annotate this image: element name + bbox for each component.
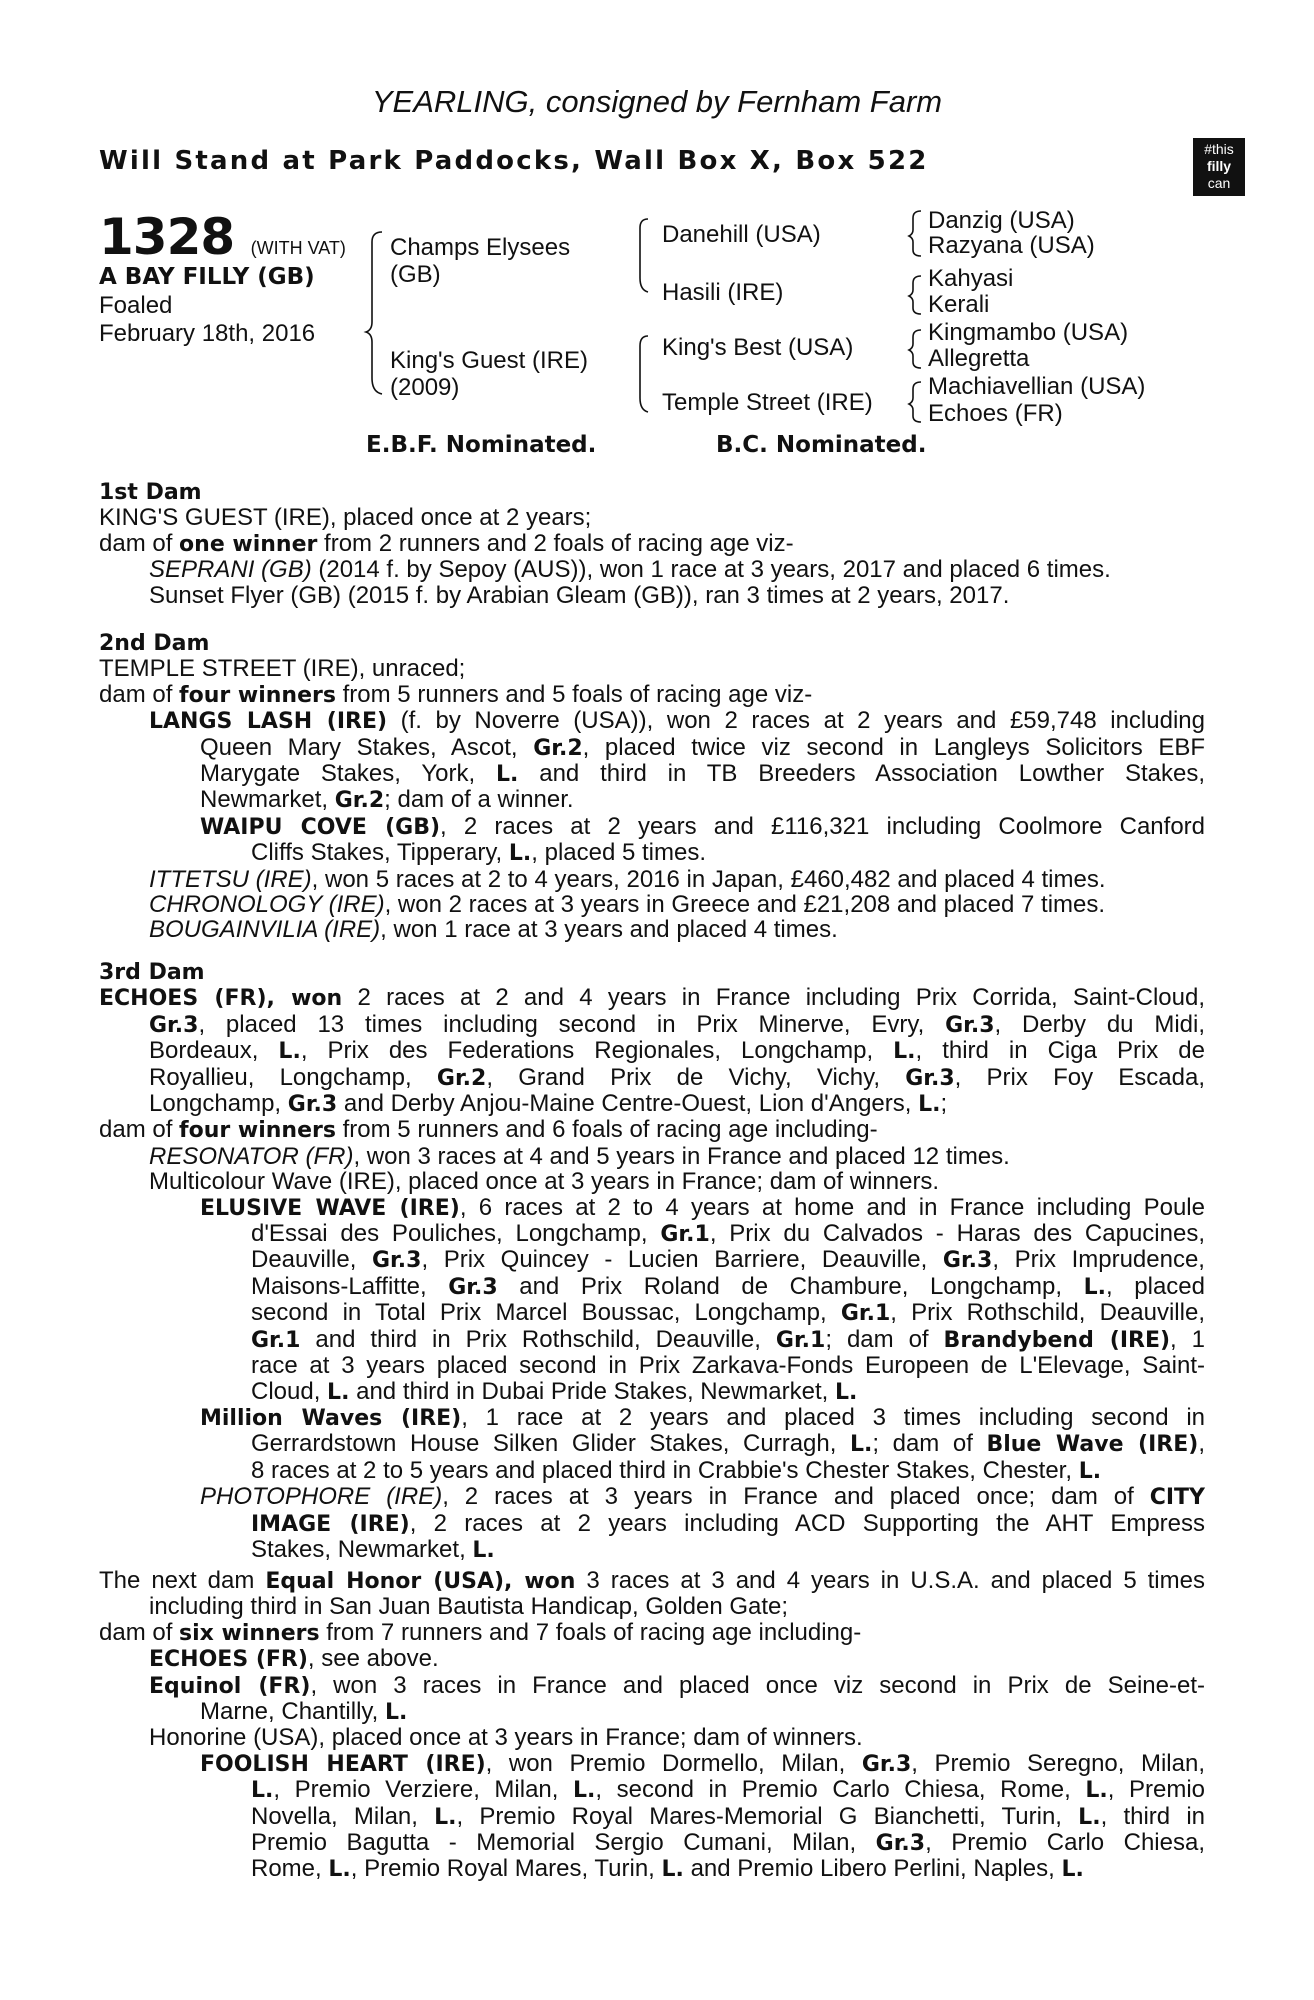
text-run: , won 2 races at 3 years in Greece and £21,208 and placed 7 times. — [384, 891, 1106, 919]
sire-bracket — [640, 219, 648, 292]
text-run: , Prix Imprudence, — [992, 1246, 1205, 1274]
progeny-line — [99, 1777, 1205, 1803]
dam-line — [99, 1620, 1205, 1646]
text-run: and Prix Roland de Chambure, Longchamp, — [497, 1272, 1084, 1300]
progeny-line: Sunset Flyer (GB) (2015 f. by Arabian Gleam (GB)), ran 3 times at 2 years, 2017. — [149, 581, 1010, 609]
text-run: Cloud, — [251, 1377, 328, 1405]
bold-text: ELUSIVE WAVE (IRE) — [200, 1195, 460, 1221]
dam-line: TEMPLE STREET (IRE), unraced; — [99, 655, 466, 683]
next-dam-section — [99, 1568, 1205, 1883]
bold-text: FOOLISH HEART (IRE) — [200, 1751, 486, 1777]
text-run: , placed twice viz second in Langleys Solicitors EBF — [582, 733, 1206, 761]
progeny-line — [99, 867, 1205, 892]
text-run: (2014 f. by Sepoy (AUS)), won 1 race at 3 years, 2017 and placed 6 times. — [311, 556, 1111, 584]
bold-text: L. — [434, 1804, 457, 1830]
bold-text: Gr.2 — [334, 788, 385, 814]
text-run: from 5 runners and 5 foals of racing age viz- — [335, 680, 813, 708]
gp-bracket-3 — [909, 330, 921, 368]
progeny-line — [99, 787, 1205, 813]
bold-text: L. — [835, 1379, 858, 1405]
progeny-line — [99, 1646, 1205, 1672]
dam-line — [99, 985, 1205, 1011]
bold-text: six winners — [179, 1620, 320, 1646]
text-run: , placed — [1106, 1272, 1205, 1300]
bold-text: L. — [327, 1379, 350, 1405]
bold-text: Gr.1 — [660, 1222, 710, 1248]
text-run: , won 3 races in France and placed once viz second in Prix de Seine-et- — [310, 1671, 1205, 1699]
progeny-line — [99, 917, 1205, 942]
bold-text: Blue Wave (IRE) — [986, 1432, 1199, 1458]
progeny-line — [99, 557, 1205, 582]
bold-text: L. — [1078, 1458, 1102, 1484]
text-run: , 2 races at 3 years in France and placed once; dam of — [442, 1483, 1150, 1511]
foaled-date: February 18th, 2016 — [99, 320, 316, 347]
gp-bracket-1 — [909, 211, 921, 256]
progeny-line — [99, 892, 1205, 917]
text-run: , Prix Foy Escada, — [954, 1063, 1206, 1091]
text-run: d'Essai des Pouliches, Longchamp, — [251, 1220, 661, 1248]
text-run: Marne, Chantilly, — [200, 1698, 385, 1726]
lot-number-value: 1328 — [99, 208, 235, 266]
progeny-line: Multicolour Wave (IRE), placed once at 3 years in France; dam of winners. — [149, 1168, 940, 1196]
text-run: , third in Ciga Prix de — [915, 1037, 1205, 1065]
bold-text: IMAGE (IRE) — [251, 1511, 410, 1537]
page-title: YEARLING, consigned by Fernham Farm — [371, 84, 943, 119]
text-run: , Prix Quincey - Lucien Barriere, Deauville, — [421, 1246, 943, 1274]
dam-bracket — [640, 336, 648, 412]
bold-text: L. — [508, 841, 532, 867]
second-dam-section — [99, 631, 1205, 943]
bold-text: L. — [661, 1857, 684, 1883]
text-run: 8 races at 2 to 5 years and placed third in Crabbie's Chester Stakes, Chester, — [251, 1456, 1079, 1484]
text-run: , Prix des Federations Regionales, Longchamp, — [300, 1037, 894, 1065]
bold-text: L. — [251, 1778, 274, 1804]
badge-line: #this — [1204, 141, 1234, 157]
dam-year: (2009) — [390, 374, 460, 401]
text-run: , Premio Carlo Chiesa, — [925, 1829, 1205, 1857]
bold-text: Gr.3 — [942, 1248, 993, 1274]
progeny-line — [99, 761, 1205, 787]
progeny-line — [99, 1511, 1205, 1537]
text-run: , 1 race at 2 years and placed 3 times including second in — [461, 1403, 1205, 1431]
progeny-line — [99, 1830, 1205, 1856]
bold-text: Gr.2 — [436, 1065, 487, 1091]
bold-text: L. — [278, 1039, 301, 1065]
progeny-line — [99, 1221, 1205, 1247]
bold-text: Brandybend (IRE) — [943, 1327, 1171, 1353]
bold-text: ECHOES (FR) — [99, 986, 267, 1012]
text-run: 2 races at 2 and 4 years in France including Prix Corrida, Saint-Cloud, — [342, 984, 1205, 1012]
bold-text: , won — [266, 986, 343, 1012]
text-run: Bordeaux, — [149, 1037, 279, 1065]
progeny-line — [99, 1144, 1205, 1169]
bold-text: Gr.3 — [287, 1092, 338, 1118]
italic-text: BOUGAINVILIA (IRE) — [149, 916, 381, 944]
dam-line — [99, 1091, 1205, 1117]
bold-text: ECHOES (FR) — [149, 1647, 308, 1673]
bold-text: L. — [1078, 1804, 1101, 1830]
ggp-5: Kingmambo (USA) — [928, 319, 1129, 346]
progeny-line — [99, 1327, 1205, 1353]
sire-origin: (GB) — [390, 261, 441, 288]
text-run: , Grand Prix de Vichy, Vichy, — [486, 1063, 906, 1091]
ggp-8: Echoes (FR) — [928, 400, 1063, 427]
gp-bracket-4 — [909, 382, 921, 422]
ggp-3: Kahyasi — [928, 265, 1014, 292]
text-run: , Premio Verziere, Milan, — [273, 1776, 573, 1804]
sire-name: Champs Elysees — [390, 234, 571, 261]
text-run: Marygate Stakes, York, — [200, 760, 496, 788]
text-run: , won 1 race at 3 years and placed 4 times. — [380, 916, 838, 944]
badge-line: can — [1207, 175, 1231, 191]
text-run: , Premio Royal Mares, Turin, — [350, 1855, 662, 1883]
text-run: from 2 runners and 2 foals of racing age viz- — [317, 529, 794, 557]
dam-line — [99, 1012, 1205, 1038]
bold-text: L. — [1085, 1778, 1108, 1804]
text-run: , third in — [1100, 1802, 1206, 1830]
bold-text: WAIPU COVE (GB) — [200, 814, 441, 840]
progeny-line — [99, 1247, 1205, 1273]
text-run: dam of — [99, 1116, 180, 1144]
dam-line — [99, 1065, 1205, 1091]
pedigree-sire — [390, 234, 570, 288]
progeny-line — [99, 1300, 1205, 1326]
dam-dam: Temple Street (IRE) — [662, 389, 873, 416]
bold-text: Gr.3 — [448, 1274, 498, 1300]
bold-text: CITY — [1149, 1485, 1205, 1511]
dam-line — [99, 682, 1205, 708]
bold-text: Gr.3 — [875, 1831, 926, 1857]
ggp-7: Machiavellian (USA) — [928, 373, 1146, 400]
text-run: Rome, — [251, 1855, 329, 1883]
bold-text: L. — [328, 1857, 351, 1883]
bold-text: Gr.3 — [149, 1012, 199, 1038]
bold-text: L. — [384, 1700, 408, 1726]
dam-line — [99, 1117, 1205, 1143]
bold-text: L. — [1061, 1857, 1084, 1883]
bold-text: LANGS LASH (IRE) — [149, 709, 388, 735]
text-run: Royallieu, Longchamp, — [149, 1063, 437, 1091]
stand-location: Will Stand at Park Paddocks, Wall Box X, Box 522 — [99, 146, 929, 176]
bold-text: one winner — [179, 531, 318, 557]
bold-text: Gr.3 — [905, 1065, 955, 1091]
text-run: from 5 runners and 6 foals of racing age including- — [335, 1116, 878, 1144]
text-run: , Premio — [1107, 1776, 1205, 1804]
badge-line: filly — [1206, 158, 1232, 174]
text-run: , won Premio Dormello, Milan, — [485, 1749, 862, 1777]
bold-text: Equinol (FR) — [149, 1673, 311, 1699]
bold-text: L. — [849, 1432, 873, 1458]
text-run: and third in Dubai Pride Stakes, Newmarket, — [349, 1377, 835, 1405]
bold-text: four winners — [179, 682, 336, 708]
text-run: from 7 runners and 7 foals of racing age including- — [319, 1618, 862, 1646]
bold-text: Gr.2 — [533, 735, 583, 761]
progeny-line — [99, 735, 1205, 761]
bold-text: Gr.3 — [945, 1012, 995, 1038]
italic-text: SEPRANI (GB) — [149, 556, 312, 584]
progeny-line — [99, 1699, 1205, 1725]
progeny-line — [99, 840, 1205, 866]
text-run: , 2 races at 2 years including ACD Supporting the AHT Empress — [409, 1509, 1205, 1537]
bold-text: Gr.1 — [840, 1301, 891, 1327]
bold-text: Gr.1 — [251, 1327, 301, 1353]
italic-text: RESONATOR (FR) — [149, 1142, 354, 1170]
text-run: second in Total Prix Marcel Boussac, Longchamp, — [251, 1299, 841, 1327]
progeny-line — [99, 1379, 1205, 1405]
bold-text: Gr.3 — [372, 1248, 422, 1274]
text-run: dam of — [99, 529, 180, 557]
text-run: and third in TB Breeders Association Lowther Stakes, — [518, 760, 1205, 788]
third-dam-section — [99, 960, 1205, 1563]
section-heading: 3rd Dam — [99, 960, 205, 985]
text-run: dam of — [99, 1618, 180, 1646]
text-run: , 6 races at 2 to 4 years at home and in France including Poule — [459, 1193, 1205, 1221]
dam-line — [99, 1038, 1205, 1064]
gp-bracket-2 — [909, 276, 921, 314]
bc-nominated: B.C. Nominated. — [716, 432, 927, 458]
progeny-line — [99, 1274, 1205, 1300]
bold-text: L. — [472, 1537, 495, 1563]
text-run: , won 5 races at 2 to 4 years, 2016 in Japan, £460,482 and placed 4 times. — [311, 865, 1106, 893]
section-heading: 2nd Dam — [99, 631, 210, 656]
text-run: ; dam of a winner. — [384, 786, 574, 814]
sire-sire: Danehill (USA) — [662, 221, 821, 248]
italic-text: CHRONOLOGY (IRE) — [149, 891, 385, 919]
bold-text: L. — [573, 1778, 596, 1804]
vat-note: (WITH VAT) — [250, 238, 346, 258]
text-run: The next dam — [99, 1567, 266, 1594]
text-run: and Derby Anjou-Maine Centre-Ouest, Lion d'Angers, — [337, 1090, 919, 1118]
text-run: Premio Bagutta - Memorial Sergio Cumani, Milan, — [251, 1829, 876, 1857]
italic-text: PHOTOPHORE (IRE) — [200, 1483, 443, 1511]
dam-line: KING'S GUEST (IRE), placed once at 2 years; — [99, 504, 592, 532]
bold-text: four winners — [179, 1118, 336, 1144]
text-run: , placed 13 times including second in Prix Minerve, Evry, — [198, 1010, 946, 1038]
ggp-1: Danzig (USA) — [928, 207, 1075, 234]
text-run: ; — [940, 1090, 948, 1118]
progeny-line — [99, 1195, 1205, 1221]
text-run: Queen Mary Stakes, Ascot, — [200, 733, 534, 761]
progeny-line — [99, 1484, 1205, 1510]
text-run: , Premio Seregno, Milan, — [911, 1749, 1205, 1777]
bold-text: Equal Honor (USA), won — [265, 1569, 576, 1594]
text-run: Longchamp, — [149, 1090, 288, 1118]
text-run: Novella, Milan, — [251, 1802, 435, 1830]
text-run: Newmarket, — [200, 786, 335, 814]
progeny-line — [99, 1537, 1205, 1563]
text-run: , 2 races at 2 years and £116,321 including Coolmore Canford — [440, 812, 1205, 840]
progeny-line — [99, 708, 1205, 734]
dam-sire: King's Best (USA) — [662, 334, 854, 361]
ebf-nominated: E.B.F. Nominated. — [366, 432, 597, 458]
text-run: (f. by Noverre (USA)), won 2 races at 2 years and £59,748 including — [387, 707, 1205, 735]
dam-line — [99, 531, 1205, 557]
progeny-line — [99, 814, 1205, 840]
text-run: , second in Premio Carlo Chiesa, Rome, — [595, 1776, 1086, 1804]
text-run: and third in Prix Rothschild, Deauville, — [300, 1325, 776, 1353]
bold-text: Million Waves (IRE) — [200, 1405, 462, 1431]
text-run: dam of — [99, 680, 180, 708]
progeny-line — [99, 1856, 1205, 1882]
parent-bracket — [366, 232, 382, 394]
text-run: ; dam of — [825, 1325, 944, 1353]
progeny-line — [99, 1751, 1205, 1777]
text-run: , Premio Royal Mares-Memorial G Bianchetti, Turin, — [456, 1802, 1079, 1830]
bold-text: L. — [918, 1092, 941, 1118]
text-run: , Prix Rothschild, Deauville, — [890, 1299, 1205, 1327]
text-run: Cliffs Stakes, Tipperary, — [251, 839, 509, 867]
text-run: , placed 5 times. — [531, 839, 707, 867]
text-run: , won 3 races at 4 and 5 years in France and placed 12 times. — [353, 1142, 1010, 1170]
text-run: and Premio Libero Perlini, Naples, — [683, 1855, 1062, 1883]
pedigree-dam — [390, 347, 588, 401]
progeny-line — [99, 1804, 1205, 1830]
dam-line: including third in San Juan Bautista Handicap, Golden Gate; — [149, 1593, 789, 1621]
text-run: , — [1198, 1430, 1205, 1458]
progeny-line — [99, 1458, 1205, 1484]
progeny-line — [99, 1673, 1205, 1699]
progeny-line — [99, 1431, 1205, 1457]
ggp-4: Kerali — [928, 291, 990, 318]
ggp-6: Allegretta — [928, 345, 1030, 372]
foaled-label: Foaled — [99, 292, 173, 319]
bold-text: L. — [893, 1039, 916, 1065]
text-run: Deauville, — [251, 1246, 372, 1274]
text-run: , Derby du Midi, — [994, 1010, 1205, 1038]
bold-text: L. — [496, 762, 519, 788]
text-run: Maisons-Laffitte, — [251, 1272, 449, 1300]
text-run: Gerrardstown House Silken Glider Stakes, Curragh, — [251, 1430, 850, 1458]
italic-text: ITTETSU (IRE) — [149, 865, 312, 893]
text-run: , 1 — [1170, 1325, 1206, 1353]
text-run: Stakes, Newmarket, — [251, 1535, 473, 1563]
progeny-line: Honorine (USA), placed once at 3 years in France; dam of winners. — [149, 1724, 863, 1752]
text-run: , Prix du Calvados - Haras des Capucines, — [709, 1220, 1205, 1248]
section-heading: 1st Dam — [99, 480, 202, 505]
bold-text: L. — [1083, 1274, 1107, 1300]
sire-dam: Hasili (IRE) — [662, 279, 784, 306]
ggp-2: Razyana (USA) — [928, 232, 1095, 259]
first-dam-section — [99, 480, 1205, 608]
bold-text: Gr.3 — [861, 1751, 912, 1777]
bold-text: Gr.1 — [775, 1327, 826, 1353]
dam-line — [99, 1568, 1205, 1594]
lot-description: A BAY FILLY (GB) — [99, 264, 315, 290]
progeny-line: race at 3 years placed second in Prix Zarkava-Fonds Europeen de L'Elevage, Saint- — [251, 1352, 1205, 1380]
progeny-line — [99, 1405, 1205, 1431]
dam-name: King's Guest (IRE) — [390, 347, 588, 374]
text-run: ; dam of — [872, 1430, 987, 1458]
text-run: 3 races at 3 and 4 years in U.S.A. and placed 5 times — [575, 1567, 1205, 1594]
text-run: , see above. — [307, 1645, 439, 1673]
